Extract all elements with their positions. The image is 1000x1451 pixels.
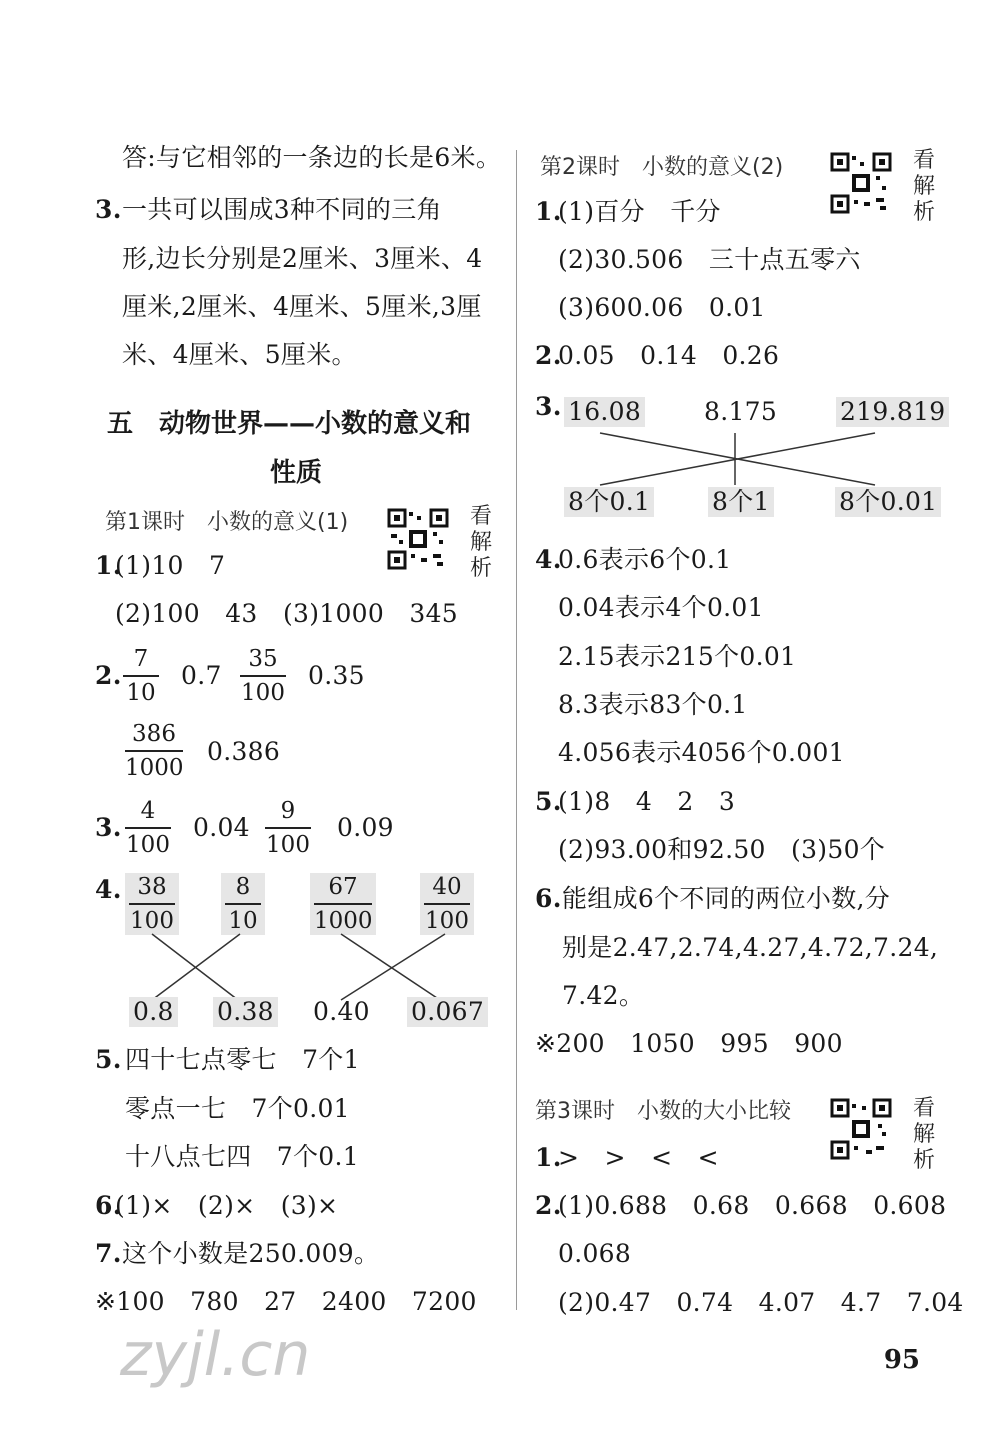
a6-number: 6. bbox=[95, 1191, 122, 1220]
b1-number: 1. bbox=[535, 197, 562, 226]
b1-line-2: (2)30.506 三十点五零六 bbox=[558, 245, 861, 274]
a3-decimal-2: 0.09 bbox=[337, 813, 394, 842]
c2-line-3: (2)0.47 0.74 4.07 4.7 7.04 bbox=[558, 1288, 964, 1317]
b4-line-3: 2.15表示215个0.01 bbox=[558, 642, 797, 671]
b3-bottom-1: 8个0.1 bbox=[564, 487, 654, 517]
page-number: 95 bbox=[883, 1345, 920, 1375]
a2-fraction-2: 35 100 bbox=[241, 646, 285, 706]
qr-code-icon[interactable] bbox=[830, 1098, 892, 1160]
q3-line-4: 米、4厘米、5厘米。 bbox=[122, 340, 357, 369]
b4-line-2: 0.04表示4个0.01 bbox=[558, 593, 764, 622]
b5-line-2: (2)93.00和92.50 (3)50个 bbox=[558, 835, 886, 864]
a2-decimal-2: 0.35 bbox=[308, 661, 365, 690]
a6-line-1: (1)× (2)× (3)× bbox=[115, 1191, 339, 1220]
a2-decimal-1: 0.7 bbox=[181, 661, 222, 690]
a4-bottom-3: 0.40 bbox=[313, 997, 370, 1026]
b3-bottom-3: 8个0.01 bbox=[835, 487, 941, 517]
b2-number: 2. bbox=[535, 341, 562, 370]
a7-line-1: 这个小数是250.009。 bbox=[122, 1239, 380, 1268]
extension-answer-left: ※100 780 27 2400 7200 bbox=[95, 1287, 477, 1316]
b3-top-3: 219.819 bbox=[836, 397, 949, 427]
c1-line-1: > > < < bbox=[558, 1143, 719, 1172]
b4-line-5: 4.056表示4056个0.001 bbox=[558, 738, 845, 767]
a4-fraction-1: 38 100 bbox=[125, 873, 179, 935]
a3-fraction-1: 4 100 bbox=[126, 798, 170, 858]
a5-line-3: 十八点七四 7个0.1 bbox=[125, 1142, 359, 1171]
a1-number: 1. bbox=[95, 551, 122, 580]
lesson-3-title: 第3课时 小数的大小比较 bbox=[535, 1099, 791, 1124]
c2-line-1: (1)0.688 0.68 0.668 0.608 bbox=[558, 1191, 947, 1220]
q3-line-2: 形,边长分别是2厘米、3厘米、4 bbox=[122, 244, 483, 273]
a4-bottom-4: 0.067 bbox=[407, 997, 488, 1027]
qr-side-label: 看 解 析 bbox=[912, 148, 935, 225]
b1-line-1: (1)百分 千分 bbox=[558, 197, 721, 226]
qr-side-label: 看 解 析 bbox=[469, 504, 492, 581]
q3-line-1: 一共可以围成3种不同的三角 bbox=[122, 195, 442, 224]
q3-line-3: 厘米,2厘米、4厘米、5厘米,3厘 bbox=[122, 292, 482, 321]
b4-line-1: 0.6表示6个0.1 bbox=[558, 545, 732, 574]
a2-number: 2. bbox=[95, 661, 122, 690]
b6-line-2: 别是2.47,2.74,4.27,4.72,7.24, bbox=[562, 933, 939, 962]
answer-line: 答:与它相邻的一条边的长是6米。 bbox=[122, 143, 502, 172]
a5-number: 5. bbox=[95, 1045, 122, 1074]
a4-fraction-2: 8 10 bbox=[221, 873, 265, 935]
a2-fraction-3: 386 1000 bbox=[125, 721, 184, 781]
b6-line-3: 7.42。 bbox=[562, 981, 645, 1010]
b4-line-4: 8.3表示83个0.1 bbox=[558, 690, 748, 719]
qr-code-icon[interactable] bbox=[830, 152, 892, 214]
b1-line-3: (3)600.06 0.01 bbox=[558, 293, 766, 322]
unit-title-line-1: 五 动物世界——小数的意义和 bbox=[107, 409, 472, 439]
watermark: zyjl.cn bbox=[120, 1320, 311, 1390]
b3-number: 3. bbox=[535, 392, 562, 421]
qr-side-label: 看 解 析 bbox=[912, 1096, 935, 1173]
unit-title-line-2: 性质 bbox=[270, 458, 323, 488]
a4-bottom-2: 0.38 bbox=[213, 997, 278, 1027]
c1-number: 1. bbox=[535, 1143, 562, 1172]
b6-number: 6. bbox=[535, 884, 562, 913]
b6-line-1: 能组成6个不同的两位小数,分 bbox=[562, 884, 891, 913]
lesson-2-title: 第2课时 小数的意义(2) bbox=[540, 155, 784, 180]
a2-fraction-1: 7 10 bbox=[123, 645, 159, 707]
qr-code-icon[interactable] bbox=[387, 508, 449, 570]
b4-number: 4. bbox=[535, 545, 562, 574]
a4-matching-lines bbox=[95, 930, 505, 1005]
q3-number: 3. bbox=[95, 195, 122, 224]
b3-matching-lines bbox=[530, 425, 950, 495]
a4-fraction-3: 67 1000 bbox=[310, 873, 376, 935]
a5-line-1: 四十七点零七 7个1 bbox=[125, 1045, 360, 1074]
a3-fraction-2: 9 100 bbox=[266, 798, 310, 858]
a4-number: 4. bbox=[95, 875, 122, 904]
b3-top-1: 16.08 bbox=[564, 397, 645, 427]
a2-decimal-3: 0.386 bbox=[207, 737, 281, 766]
a4-fraction-4: 40 100 bbox=[420, 873, 474, 935]
b2-line-1: 0.05 0.14 0.26 bbox=[558, 341, 780, 370]
c2-number: 2. bbox=[535, 1191, 562, 1220]
a1-line-2: (2)100 43 (3)1000 345 bbox=[115, 599, 458, 628]
b3-top-2: 8.175 bbox=[704, 397, 778, 426]
lesson-1-title: 第1课时 小数的意义(1) bbox=[105, 510, 349, 535]
c2-line-2: 0.068 bbox=[558, 1239, 632, 1268]
extension-answer-right: ※200 1050 995 900 bbox=[535, 1029, 843, 1058]
a3-decimal-1: 0.04 bbox=[193, 813, 250, 842]
a7-number: 7. bbox=[95, 1239, 122, 1268]
b3-bottom-2: 8个1 bbox=[708, 487, 774, 517]
column-divider bbox=[516, 150, 517, 1310]
a3-number: 3. bbox=[95, 813, 122, 842]
b5-number: 5. bbox=[535, 787, 562, 816]
b5-line-1: (1)8 4 2 3 bbox=[558, 787, 736, 816]
a1-line-1: (1)10 7 bbox=[115, 551, 226, 580]
a4-bottom-1: 0.8 bbox=[129, 997, 178, 1027]
a5-line-2: 零点一七 7个0.01 bbox=[125, 1094, 350, 1123]
